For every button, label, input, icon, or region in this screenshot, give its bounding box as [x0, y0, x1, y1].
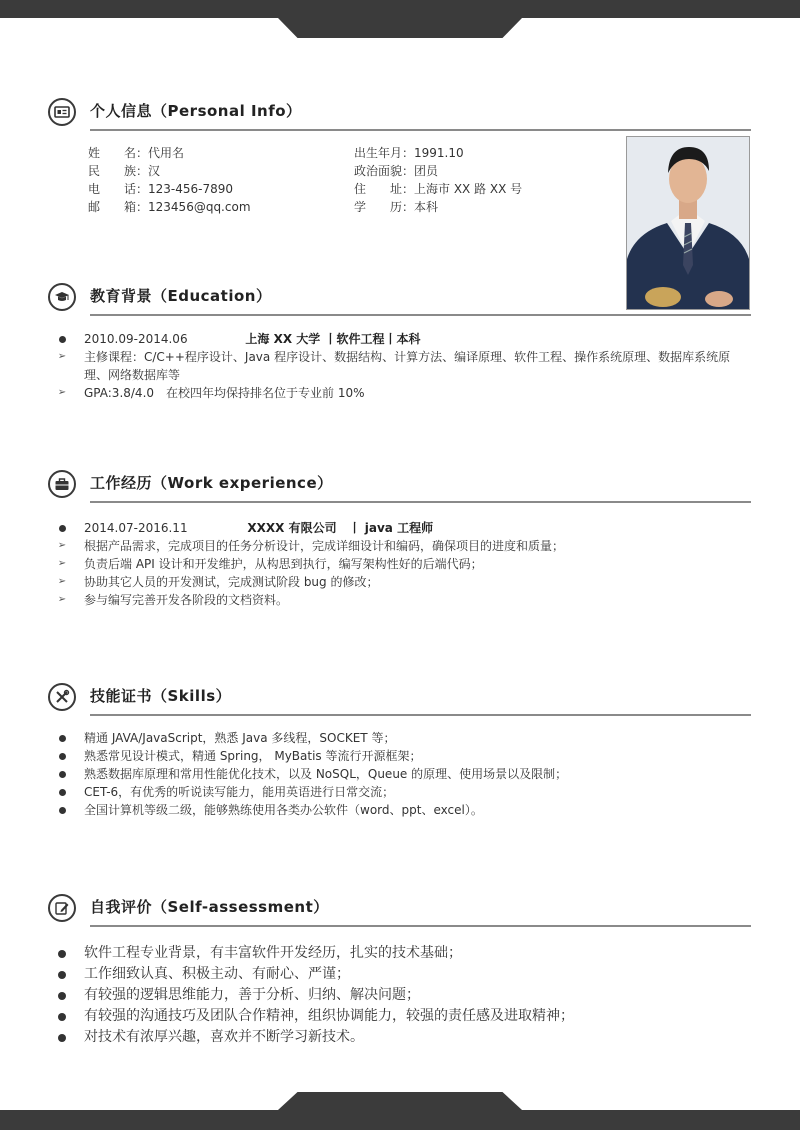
- list-item: 熟悉数据库原理和常用性能优化技术，以及 NoSQL，Queue 的原理、使用场景以及限制；: [56, 765, 567, 783]
- section-work: [48, 470, 751, 504]
- work-period: 2014.07-2016.11: [84, 521, 188, 535]
- bullet-dot-icon: [59, 789, 66, 796]
- info-political: 政治面貌：团员: [354, 164, 439, 178]
- arrow-bullet-icon: ➢: [57, 576, 67, 587]
- skills-list: [56, 729, 567, 819]
- section-title: 工作经历（Work experience）: [90, 474, 333, 492]
- arrow-bullet-icon: ➢: [57, 387, 67, 398]
- section-title: 技能证书（Skills）: [90, 687, 232, 705]
- section-title: 自我评价（Self-assessment）: [90, 898, 329, 916]
- briefcase-icon: [48, 470, 76, 498]
- education-school: 上海 XX 大学 丨软件工程丨本科: [245, 332, 421, 346]
- bottom-tab-decoration: [278, 1092, 522, 1110]
- list-item: ➢ 协助其它人员的开发测试，完成测试阶段 bug 的修改；: [57, 575, 379, 589]
- bullet-dot-icon: [59, 753, 66, 760]
- education-period: 2010.09-2014.06: [84, 332, 188, 346]
- list-item: CET-6，有优秀的听说读写能力，能用英语进行日常交流；: [56, 783, 567, 801]
- bullet-dot-icon: [59, 807, 66, 814]
- list-item: 有较强的逻辑思维能力，善于分析、归纳、解决问题；: [56, 985, 574, 1006]
- list-item: ➢ 主修课程：C/C++程序设计、Java 程序设计、数据结构、计算方法、编译原理、软件工程、操作系统原理、数据库系统原理、网络数据库等: [57, 350, 731, 382]
- graduation-cap-icon: [48, 283, 76, 311]
- arrow-bullet-icon: ➢: [57, 540, 67, 551]
- list-item: 工作细致认真、积极主动、有耐心、严谨；: [56, 964, 574, 985]
- list-item: 软件工程专业背景，有丰富软件开发经历，扎实的技术基础；: [56, 943, 574, 964]
- top-tab-decoration: [278, 18, 522, 38]
- section-personal-info: [48, 98, 751, 132]
- info-name: 姓 名：代用名: [88, 146, 185, 160]
- arrow-bullet-icon: ➢: [57, 594, 67, 605]
- arrow-bullet-icon: ➢: [57, 558, 67, 569]
- bullet-dot-icon: [58, 950, 66, 958]
- section-divider: [90, 129, 751, 131]
- tools-icon: [48, 683, 76, 711]
- section-divider: [90, 501, 751, 503]
- id-card-icon: [48, 98, 76, 126]
- info-phone: 电 话：123-456-7890: [88, 182, 234, 196]
- section-title: 教育背景（Education）: [90, 287, 272, 305]
- edit-icon: [48, 894, 76, 922]
- list-item: 有较强的沟通技巧及团队合作精神，组织协调能力，较强的责任感及进取精神；: [56, 1006, 574, 1027]
- list-item: ➢ 根据产品需求，完成项目的任务分析设计，完成详细设计和编码，确保项目的进度和质量；: [57, 539, 565, 553]
- section-skills: [48, 683, 751, 717]
- work-company: XXXX 有限公司 丨 java 工程师: [247, 521, 434, 535]
- bullet-dot-icon: [59, 771, 66, 778]
- list-item: ➢ GPA:3.8/4.0 在校四年均保持排名位于专业前 10%: [57, 386, 365, 400]
- info-email: 邮 箱：123456@qq.com: [88, 200, 251, 214]
- section-title: 个人信息（Personal Info）: [90, 102, 302, 120]
- bullet-dot-icon: [58, 971, 66, 979]
- top-bar: [0, 0, 800, 18]
- self-assessment-list: [56, 943, 574, 1048]
- list-item: ➢ 参与编写完善开发各阶段的文档资料。: [57, 593, 289, 607]
- bottom-bar: [0, 1110, 800, 1130]
- section-education: [48, 283, 751, 317]
- arrow-bullet-icon: ➢: [57, 351, 67, 362]
- bullet-dot-icon: [58, 1034, 66, 1042]
- list-item: 对技术有浓厚兴趣，喜欢并不断学习新技术。: [56, 1027, 574, 1048]
- list-item: 精通 JAVA/JavaScript，熟悉 Java 多线程，SOCKET 等；: [56, 729, 567, 747]
- work-entry: [56, 519, 564, 537]
- info-birth: 出生年月：1991.10: [354, 146, 464, 160]
- section-divider: [90, 925, 751, 927]
- list-item: 全国计算机等级二级，能够熟练使用各类办公软件（word、ppt、excel）。: [56, 801, 567, 819]
- work-list: [56, 519, 564, 609]
- section-divider: [90, 314, 751, 316]
- education-list: [56, 330, 744, 402]
- bullet-dot-icon: [59, 735, 66, 742]
- info-address: 住 址：上海市 XX 路 XX 号: [354, 182, 523, 196]
- bullet-dot-icon: [58, 992, 66, 1000]
- bullet-dot-icon: [59, 525, 66, 532]
- info-degree: 学 历：本科: [354, 200, 439, 214]
- list-item: ➢ 负责后端 API 设计和开发维护，从构思到执行，编写架构性好的后端代码；: [57, 557, 483, 571]
- section-self-assessment: [48, 894, 751, 928]
- list-item: 熟悉常见设计模式，精通 Spring， MyBatis 等流行开源框架；: [56, 747, 567, 765]
- bullet-dot-icon: [59, 336, 66, 343]
- bullet-dot-icon: [58, 1013, 66, 1021]
- section-divider: [90, 714, 751, 716]
- info-ethnicity: 民 族：汉: [88, 164, 161, 178]
- education-entry: [56, 330, 744, 348]
